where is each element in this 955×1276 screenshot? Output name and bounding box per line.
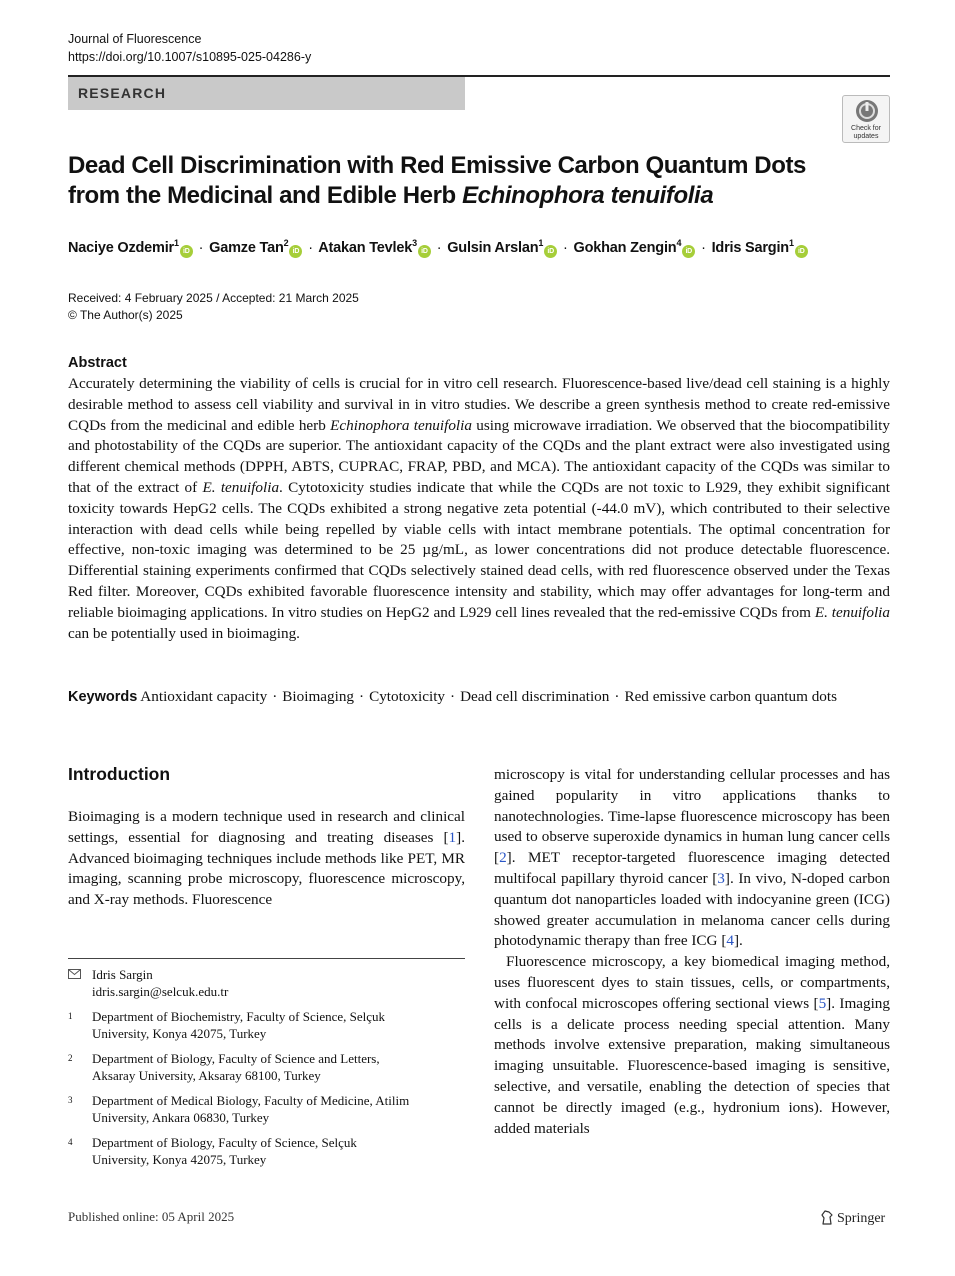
received-accepted: Received: 4 February 2025 / Accepted: 21 March 2025 (68, 291, 359, 305)
abstract-body: Accurately determining the viability of cells is crucial for in vitro cell research. Fluorescence-based live/dead cell staining is a highly desirable method to assess cell viability and survival in in vitro studies. We describe a green synthesis method to create red-emissive CQDs from the medicinal and edible herb Echinophora tenuifolia using microwave irradiation. We observed that the biocompatibility and photostability of the CQDs are superior. The antioxidant capacity of the CQDs and the plant extract were also investigated using different chemical methods (DPPH, ABTS, CUPRAC, FRAP, PBD, and MCA). The antioxidant capacity of the CQDs was similar to that of the extract of E. tenuifolia. Cytotoxicity studies indicate that while the CQDs are not toxic to L929, they exhibit significant toxicity towards HepG2 cells. The CQDs exhibited a strong negative zeta potential (-44.0 mV), which contributed to their selective interaction with dead cells while being repelled by viable cells with intact membrane potentials. The optimal concentration for effective, non-toxic imaging was determined to be 25 µg/mL, as lower concentrations did not produce detectable fluorescence. Differential staining experiments confirmed that CQDs selectively stained dead cells, with red fluorescence observed under the Texas Red filter. Moreover, CQDs exhibited favorable fluorescence intensity and stability, which may offer advantages for long-term and reliable bioimaging applications. In vitro studies on HepG2 and L929 cell lines revealed that the red-emissive CQDs from E. tenuifolia can be potentially used in bioimaging. (68, 375, 890, 642)
springer-horse-icon (820, 1210, 834, 1225)
abstract-heading: Abstract (68, 355, 127, 371)
author-name[interactable]: Naciye Ozdemir (68, 239, 174, 256)
keyword-separator: · (272, 688, 278, 705)
introduction-column-1: Bioimaging is a modern technique used in research and clinical settings, essential for diagnosing and treating diseases [1]. Advanced bioimaging techniques include methods like PET, MR imaging, scanning probe microscopy, fluorescence microscopy, and X-ray methods. Fluorescence (68, 808, 465, 909)
affiliation-number: 4 (68, 1137, 73, 1147)
journal-header (68, 30, 311, 66)
affiliation-item (68, 1050, 465, 1084)
author-affiliation-number: 1 (538, 238, 544, 248)
title-species-name: Echinophora tenuifolia (462, 182, 714, 209)
affiliation-text: Department of Biochemistry, Faculty of Science, Selçuk (92, 1009, 386, 1024)
introduction-heading: Introduction (68, 764, 171, 784)
author-name[interactable]: Gulsin Arslan (447, 239, 539, 256)
affiliation-text: Department of Biology, Faculty of Science and Letters, (92, 1051, 380, 1066)
corresponding-author (68, 966, 465, 1000)
affiliation-text: University, Ankara 06830, Turkey (92, 1110, 270, 1125)
author-list (68, 238, 890, 258)
author-affiliation-number: 1 (174, 238, 179, 248)
article-title (68, 151, 868, 211)
publisher-logo (820, 1210, 885, 1227)
keyword: Dead cell discrimination (460, 688, 610, 705)
title-line-1: Dead Cell Discrimination with Red Emissive Carbon Quantum Dots (68, 152, 807, 179)
keywords (68, 686, 890, 708)
publisher-name: Springer (837, 1211, 886, 1226)
check-updates-icon (855, 99, 879, 123)
section-banner (68, 77, 465, 110)
author-affiliation-number: 1 (788, 238, 794, 248)
keyword-separator: · (614, 688, 620, 705)
keyword-separator: · (359, 688, 365, 705)
corresponding-name: Idris Sargin (92, 967, 153, 982)
check-for-updates-badge[interactable] (842, 95, 890, 143)
introduction-column-2 (494, 765, 890, 1139)
orcid-icon[interactable]: iD (682, 245, 695, 258)
citation-link[interactable]: 3 (717, 869, 725, 887)
footnote-rule (68, 958, 465, 959)
published-date: Published online: 05 April 2025 (68, 1209, 235, 1224)
author-affiliation-number: 3 (412, 238, 417, 248)
affiliation-number: 3 (68, 1095, 73, 1105)
author-separator: · (198, 239, 204, 256)
citation-link[interactable]: 1 (448, 828, 457, 846)
keyword: Antioxidant capacity (140, 688, 268, 705)
author-name[interactable]: Idris Sargin (711, 239, 789, 256)
keywords-label: Keywords (68, 689, 138, 705)
author-name[interactable]: Gamze Tan (209, 239, 284, 256)
journal-name: Journal of Fluorescence (68, 32, 202, 46)
affiliation-item (68, 1134, 465, 1168)
affiliation-text: Department of Medical Biology, Faculty of Medicine, Atilim (92, 1093, 410, 1108)
paragraph: microscopy is vital for understanding cellular processes and has gained popularity in vitro applications thanks to nanotechnologies. Time-lapse fluorescence microscopy has been used to observe superoxide dynamics in human lung cancer cells [2]. MET receptor-targeted fluorescence imaging detected multifocal papillary thyroid cancer [3]. In vivo, N-doped carbon quantum dot nanoparticles loaded with indocyanine green (ICG) showed greater accumulation in melanoma cancer cells during photodynamic therapy than free ICG [4]. (494, 766, 890, 950)
keyword: Red emissive carbon quantum dots (624, 688, 838, 705)
orcid-icon[interactable]: iD (180, 245, 193, 258)
keyword: Cytotoxicity (369, 688, 446, 705)
affiliation-text: Department of Biology, Faculty of Science, Selçuk (92, 1135, 357, 1150)
author-name[interactable]: Gokhan Zengin (573, 239, 677, 256)
affiliation-list (68, 1008, 465, 1168)
citation-link[interactable]: 4 (726, 932, 734, 950)
citation-link[interactable]: 5 (818, 994, 827, 1012)
affiliation-text: University, Konya 42075, Turkey (92, 1026, 267, 1041)
author-name[interactable]: Atakan Tevlek (318, 239, 413, 256)
author-separator: · (436, 239, 442, 256)
affiliation-text: University, Konya 42075, Turkey (92, 1152, 267, 1167)
check-updates-label: Check for updates (851, 125, 881, 140)
author-separator: · (308, 239, 313, 256)
doi-link[interactable]: https://doi.org/10.1007/s10895-025-04286-y (68, 50, 312, 64)
author-separator: · (701, 239, 706, 256)
copyright: © The Author(s) 2025 (68, 308, 183, 322)
orcid-icon[interactable]: iD (289, 245, 302, 258)
orcid-icon[interactable]: iD (544, 245, 557, 258)
author-affiliation-number: 4 (676, 238, 682, 248)
affiliation-item (68, 1008, 465, 1042)
affiliation-number: 1 (68, 1011, 73, 1021)
section-label: RESEARCH (78, 85, 167, 101)
orcid-icon[interactable]: iD (795, 245, 808, 258)
article-dates (68, 290, 359, 324)
footnotes (68, 966, 465, 1176)
title-line-2: from the Medicinal and Edible Herb Echinophora tenuifolia (68, 182, 714, 209)
affiliation-number: 2 (68, 1053, 73, 1063)
paragraph: Fluorescence microscopy, a key biomedical imaging method, uses fluorescent dyes to stain tissues, cells, or compartments, with confocal microscopes offering sectional views [5]. Imaging cells is a delicate process needing special attention. Many methods involve extensive preparation, making simultaneous imaging unsuitable. Fluorescence-based imaging is sensitive, selective, and versatile, enabling the detection of species that cannot be directly imaged (e.g., hydronium ions). However, added materials (494, 953, 890, 1137)
author-affiliation-number: 2 (283, 238, 289, 248)
keywords-list (137, 688, 837, 705)
orcid-icon[interactable]: iD (418, 245, 431, 258)
author-separator: · (563, 239, 568, 256)
corresponding-email[interactable]: idris.sargin@selcuk.edu.tr (92, 984, 229, 999)
envelope-icon (68, 969, 81, 979)
citation-link[interactable]: 2 (499, 849, 507, 867)
keyword-separator: · (450, 688, 456, 705)
affiliation-item (68, 1092, 465, 1126)
keyword: Bioimaging (282, 688, 355, 705)
affiliation-text: Aksaray University, Aksaray 68100, Turkey (92, 1068, 321, 1083)
